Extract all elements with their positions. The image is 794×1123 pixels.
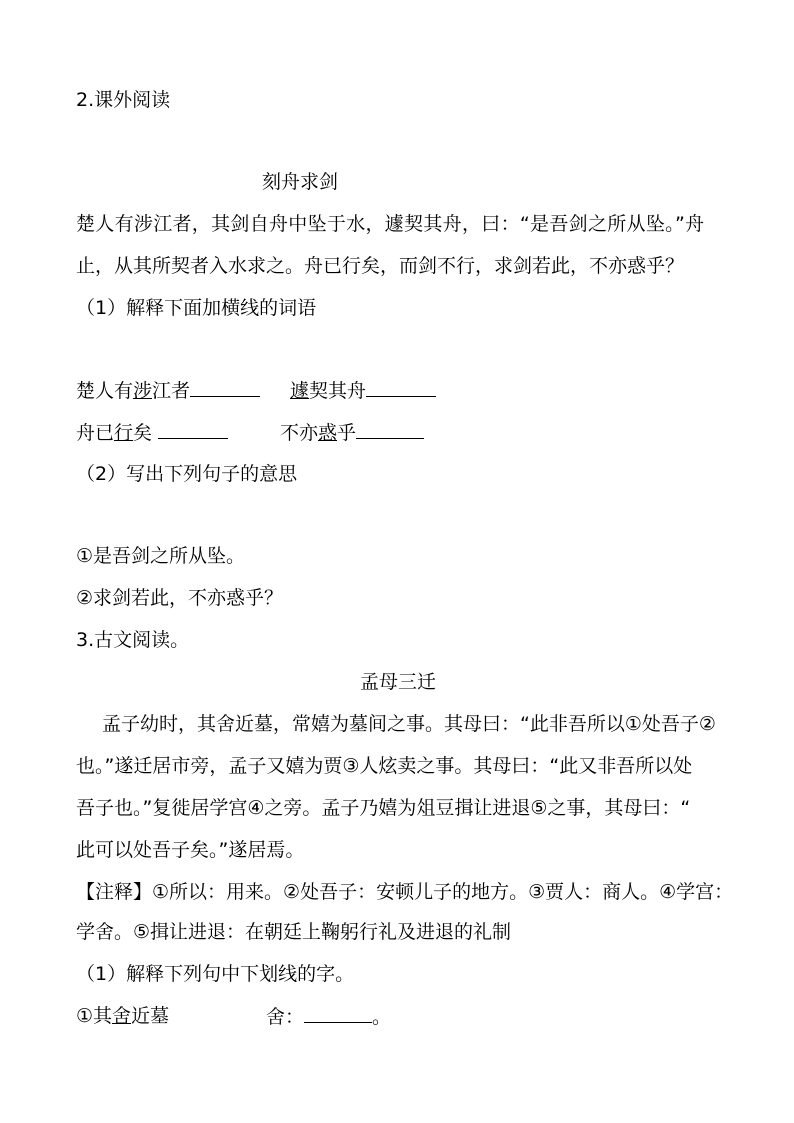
sec3-para-line2: 也。”遂迁居市旁，孟子又嬉为贾③人炫卖之事。其母曰：“此又非吾所以处 [76, 755, 693, 777]
w3-answer-blank[interactable] [158, 420, 228, 439]
w1-post: 江者 [152, 380, 191, 402]
sec2-title: 刻舟求剑 [262, 171, 339, 193]
sec3-question1: （1）解释下列句中下划线的字。 [76, 963, 355, 985]
sec2-word1 [76, 378, 260, 403]
w3-underlined: 行 [114, 422, 134, 444]
i1-post: 近墓 [131, 1005, 170, 1027]
w4-post: 乎 [337, 422, 357, 444]
sec2-sentence1: ①是吾剑之所从坠。 [76, 545, 246, 567]
sec3-para-line1: 孟子幼时，其舍近墓，常嬉为墓间之事。其母曰：“此非吾所以①处吾子② [102, 713, 716, 735]
w1-pre: 楚人有 [76, 380, 134, 402]
w3-pre: 舟已 [76, 422, 115, 444]
w1-answer-blank[interactable] [190, 378, 260, 397]
w2-underlined: 遽 [290, 380, 310, 402]
i1-answer-blank[interactable] [304, 1004, 372, 1023]
sec3-item1-answer [266, 1004, 391, 1029]
sec2-para-line1: 楚人有涉江者，其剑自舟中坠于水，遽契其舟，曰：“是吾剑之所从坠。”舟 [76, 213, 705, 235]
sec3-heading: 3.古文阅读。 [76, 629, 190, 651]
w4-pre: 不亦 [280, 422, 319, 444]
w3-post: 矣 [133, 422, 159, 444]
i1-underlined: 舍 [112, 1005, 132, 1027]
i1-answer-end: 。 [372, 1006, 392, 1028]
w4-underlined: 惑 [318, 422, 338, 444]
sec2-question2: （2）写出下列句子的意思 [76, 463, 298, 485]
sec3-item1 [76, 1004, 169, 1028]
sec3-notes-line1: 【注释】①所以：用来。②处吾子：安顿儿子的地方。③贾人：商人。④学宫： [76, 881, 734, 903]
w2-post: 契其舟 [309, 380, 367, 402]
i1-answer-label: 舍： [266, 1006, 305, 1028]
w4-answer-blank[interactable] [356, 420, 424, 439]
w1-underlined: 涉 [133, 380, 153, 402]
i1-pre: ①其 [76, 1005, 113, 1027]
sec3-para-line3: 吾子也。”复徙居学宫④之旁。孟子乃嬉为俎豆揖让进退⑤之事，其母曰：“ [76, 797, 691, 819]
sec2-para-line2: 止，从其所契者入水求之。舟已行矣，而剑不行，求剑若此，不亦惑乎？ [76, 255, 685, 277]
sec2-sentence2: ②求剑若此，不亦惑乎？ [76, 587, 284, 609]
sec2-question1: （1）解释下面加横线的词语 [76, 297, 317, 319]
sec2-word4 [280, 420, 424, 445]
sec3-title: 孟母三迁 [360, 671, 437, 693]
sec3-notes-line2: 学舍。⑤揖让进退：在朝廷上鞠躬行礼及进退的礼制 [76, 921, 512, 943]
sec2-word2 [290, 378, 436, 403]
sec2-heading: 2.课外阅读 [76, 89, 171, 111]
w2-answer-blank[interactable] [366, 378, 436, 397]
sec2-word3 [76, 420, 228, 445]
sec3-para-line4: 此可以处吾子矣。”遂居焉。 [76, 839, 305, 861]
